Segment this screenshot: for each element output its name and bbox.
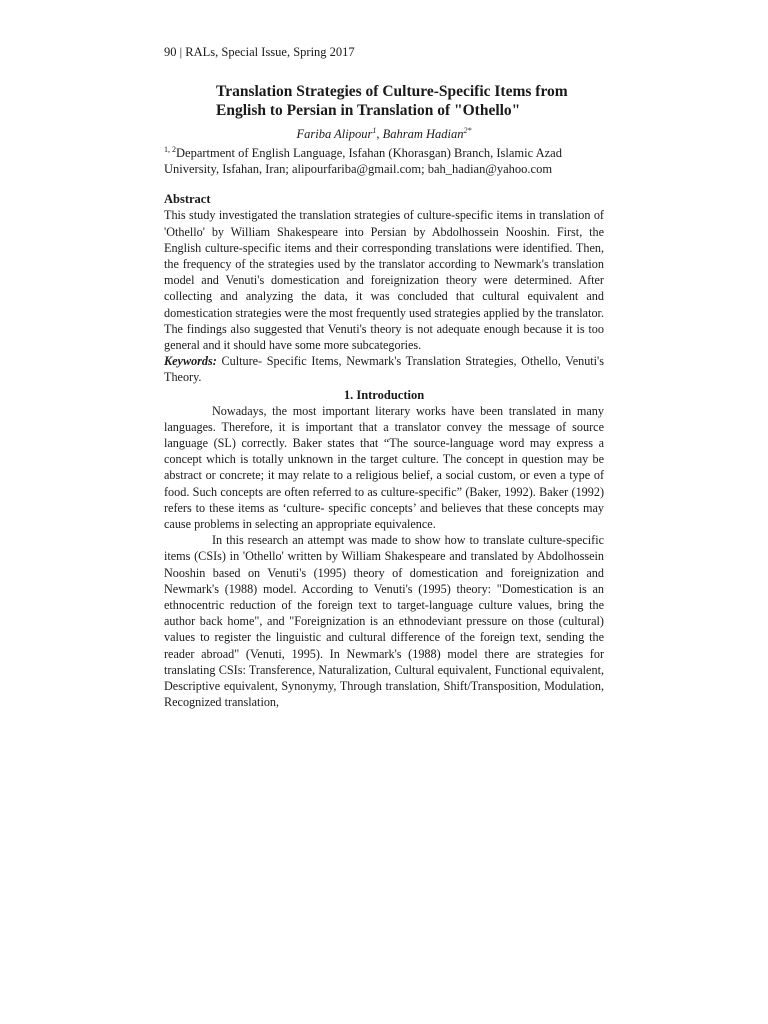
page <box>164 44 604 710</box>
intro-paragraph-2: In this research an attempt was made to show how to translate culture-specific items (CSIs) in 'Othello' written by William Shakespeare and translated by Abdolhossein Nooshin based on Venuti's (1995) theory of domestication and foreignization and Newmark's (1988) model. According to Venuti's (1995) theory: "Domestication is an ethnocentric reduction of the foreign text to target-language culture values, bring the author back home", and "Foreignization is an ethnodeviant pressure on those (cultural) values to register the linguistic and cultural difference of the foreign text, sending the reader abroad" (Venuti, 1995). In Newmark's (1988) model there are strategies for translating CSIs: Transference, Naturalization, Cultural equivalent, Functional equivalent, Descriptive equivalent, Synonymy, Through translation, Shift/Transposition, Modulation, Recognized translation, <box>164 533 604 710</box>
author-1: Fariba Alipour <box>296 127 373 142</box>
keywords-text: Culture- Specific Items, Newmark's Translation Strategies, Othello, Venuti's Theory. <box>164 354 604 385</box>
affiliation-text: Department of English Language, Isfahan (Khorasgan) Branch, Islamic Azad University, Isfahan, Iran; alipourfariba@gmail.com; bah_hadian@yahoo.com <box>164 146 562 177</box>
paper-title: Translation Strategies of Culture-Specific Items from English to Persian in Translation of "Othello" <box>216 83 568 119</box>
running-header: 90 | RALs, Special Issue, Spring 2017 <box>164 45 355 59</box>
affiliation <box>164 142 604 177</box>
author-2-marker: 2* <box>463 126 472 135</box>
keywords-label: Keywords: <box>164 354 217 369</box>
author-separator: , <box>376 127 383 142</box>
intro-paragraph-1: Nowadays, the most important literary works have been translated in many languages. Therefore, it is important that a translator convey the message of source language (SL) correctly. Baker states that “The source-language word may express a concept which is totally unknown in the target culture. The concept in question may be abstract or concrete; it may relate to a religious belief, a social custom, or even a type of food. Such concepts are often referred to as culture-specific” (Baker, 1992). Baker (1992) refers to these items as ‘culture- specific concepts’ and believes that these concepts may cause problems in selecting an appropriate equivalence. <box>164 403 604 531</box>
affiliation-marker: 1, 2 <box>164 145 176 155</box>
abstract-text: This study investigated the translation strategies of culture-specific items in translation of 'Othello' by William Shakespeare into Persian by Abdolhossein Nooshin. First, the English culture-specific items and their corresponding translations were identified. Then, the frequency of the strategies used by the translator according to Newmark's translation model and Venuti's domestication and foreignization theory were determined. After collecting and analyzing the data, it was concluded that cultural equivalent and domestication strategies were the most frequently used strategies applied by the translator. The findings also suggested that Venuti's theory is not adequate enough because it is too general and it should have some more subcategories. <box>164 208 604 352</box>
section-heading-introduction: 1. Introduction <box>343 387 425 402</box>
keywords <box>164 353 604 385</box>
author-1-marker: 1 <box>372 126 377 135</box>
abstract-heading: Abstract <box>164 192 211 207</box>
author-2: Bahram Hadian <box>382 127 464 142</box>
authors-line <box>164 123 604 142</box>
